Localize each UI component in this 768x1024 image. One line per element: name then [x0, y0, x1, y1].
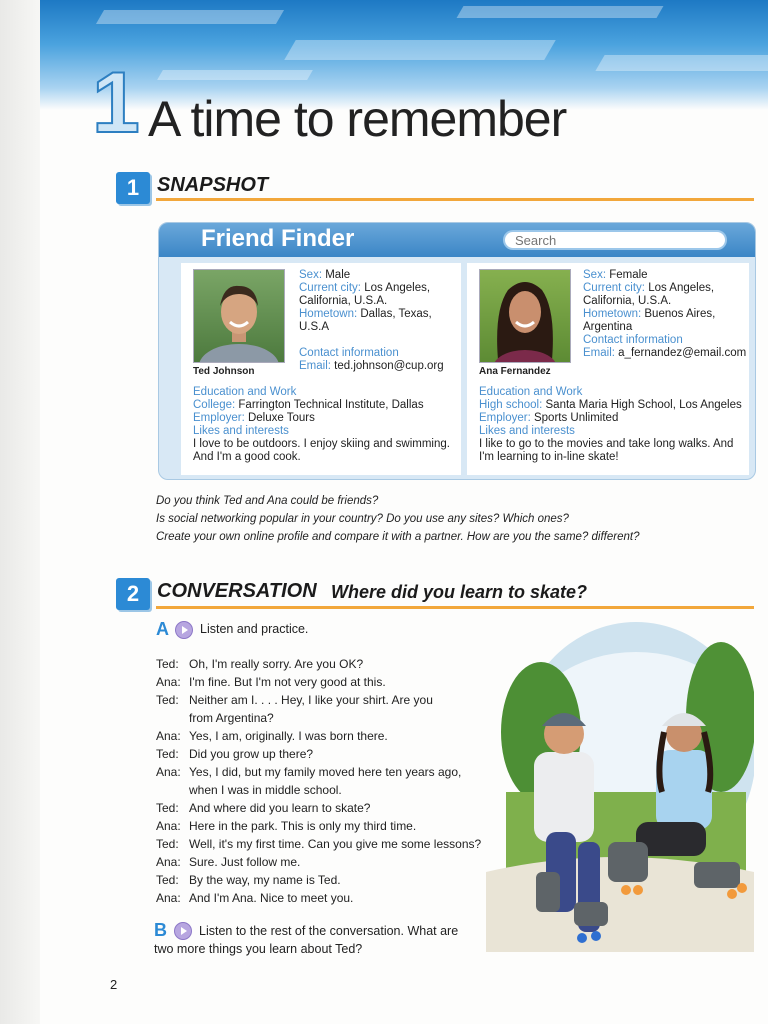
audio-play-icon[interactable] [175, 621, 193, 639]
audio-play-icon[interactable] [174, 922, 192, 940]
line-text: from Argentina? [189, 711, 274, 725]
profile-photo [193, 269, 285, 363]
speaker [156, 781, 189, 799]
skaters-illustration [486, 622, 754, 952]
speaker: Ted: [156, 747, 179, 761]
search-input[interactable] [503, 230, 727, 250]
line-text: Yes, I am, originally. I was born there. [189, 729, 388, 743]
line-text: Oh, I'm really sorry. Are you OK? [189, 657, 364, 671]
speaker: Ana: [156, 855, 181, 869]
line-text: when I was in middle school. [189, 783, 342, 797]
profile-basics: Sex: Female Current city: Los Angeles, California, U.S.A. Hometown: Buenos Aires, Argentina Contact information Email: a_fernandez@email.com [583, 269, 747, 359]
speaker: Ana: [156, 819, 181, 833]
part-b-letter: B [154, 920, 167, 940]
section-2-rule [156, 606, 754, 609]
speaker: Ted: [156, 693, 179, 707]
part-a-letter: A [156, 619, 169, 639]
profile-details: Education and Work College: Farrington Technical Institute, Dallas Employer: Deluxe Tours Likes and interests I love to be outdoors. I enjoy skiing and swimming. And I'm a good cook. [193, 386, 450, 463]
speaker: Ted: [156, 873, 179, 887]
section-1-rule [156, 198, 754, 201]
section-2-title: CONVERSATION [157, 580, 317, 602]
email-link[interactable]: a_fernandez@email.com [618, 347, 747, 359]
line-text: I'm fine. But I'm not very good at this. [189, 675, 386, 689]
profile-name: Ana Fernandez [479, 366, 551, 377]
line-text: Well, it's my first time. Can you give me some lessons? [189, 837, 482, 851]
line-text: By the way, my name is Ted. [189, 873, 341, 887]
page-number: 2 [110, 977, 118, 992]
part-b-instruction-2: two more things you learn about Ted? [154, 942, 363, 956]
line-text: Sure. Just follow me. [189, 855, 301, 869]
page-edge [0, 0, 40, 1024]
speaker: Ana: [156, 891, 181, 905]
profile-card-ana [467, 263, 749, 475]
profile-photo [479, 269, 571, 363]
question: Create your own online profile and compare it with a partner. How are you the same? different? [156, 531, 640, 543]
part-a-instruction: Listen and practice. [200, 622, 309, 636]
speaker: Ted: [156, 657, 179, 671]
discussion-questions [156, 492, 639, 546]
speaker: Ted: [156, 801, 179, 815]
unit-number: 1 [92, 55, 140, 151]
speaker [156, 709, 189, 727]
section-1-title: SNAPSHOT [157, 174, 269, 196]
conversation [156, 655, 481, 907]
profile-details: Education and Work High school: Santa Maria High School, Los Angeles Employer: Sports Unlimited Likes and interests I like to go to the movies and take long walks. And I'm learning to in-line skate! [479, 386, 742, 463]
friend-finder-header [159, 223, 755, 257]
part-b-instruction: Listen to the rest of the conversation. What are [199, 924, 459, 938]
speaker: Ana: [156, 729, 181, 743]
profile-card-ted [181, 263, 461, 475]
section-1-badge: 1 [116, 172, 150, 204]
line-text: Yes, I did, but my family moved here ten years ago, [189, 765, 462, 779]
line-text: Neither am I. . . . Hey, I like your shirt. Are you [189, 693, 433, 707]
question: Is social networking popular in your country? Do you use any sites? Which ones? [156, 513, 569, 525]
line-text: And I'm Ana. Nice to meet you. [189, 891, 354, 905]
friend-finder-title: Friend Finder [201, 225, 355, 252]
line-text: And where did you learn to skate? [189, 801, 371, 815]
profile-basics: Sex: Male Current city: Los Angeles, California, U.S.A. Hometown: Dallas, Texas, U.S.A Contact information Email: ted.johnson@cup.org [299, 269, 444, 372]
section-2-badge: 2 [116, 578, 150, 610]
speaker: Ana: [156, 675, 181, 689]
line-text: Did you grow up there? [189, 747, 314, 761]
unit-title: A time to remember [148, 91, 567, 147]
question: Do you think Ted and Ana could be friends? [156, 495, 379, 507]
profile-name: Ted Johnson [193, 366, 255, 377]
email-link[interactable]: ted.johnson@cup.org [334, 360, 444, 372]
friend-finder-panel [158, 222, 756, 480]
speaker: Ana: [156, 765, 181, 779]
line-text: Here in the park. This is only my third time. [189, 819, 417, 833]
section-2-subtitle: Where did you learn to skate? [331, 582, 588, 602]
speaker: Ted: [156, 837, 179, 851]
